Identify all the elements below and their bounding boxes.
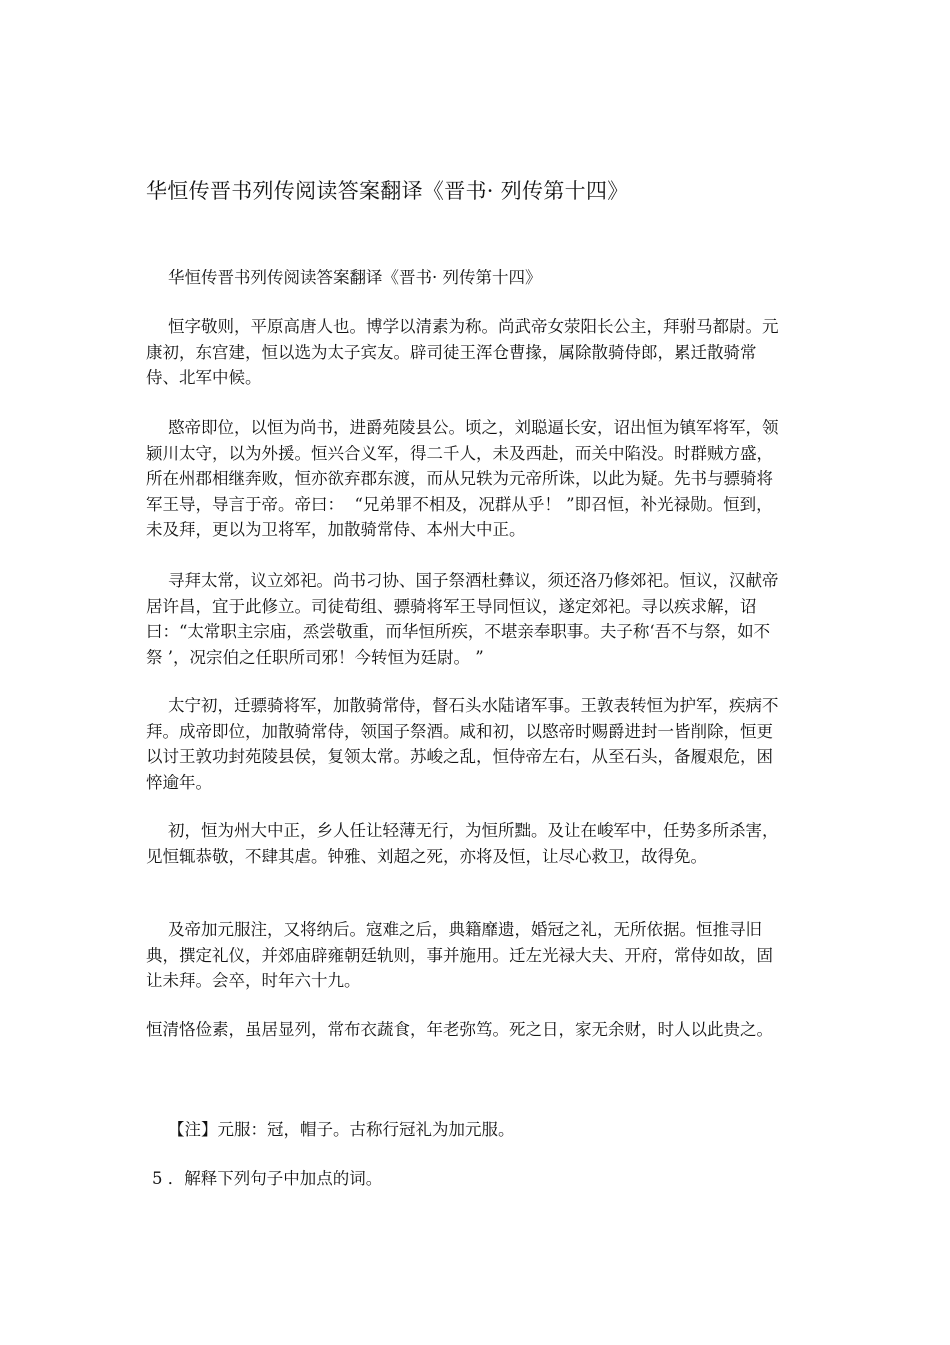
paragraph-2: 愍帝即位，以恒为尚书，进爵苑陵县公。顷之，刘聪逼长安，诏出恒为镇军将军，领颍川太守，以为外援。恒兴合义军，得二千人，未及西赴，而关中陷没。时群贼方盛，所在州郡相继奔败，恒亦欲弃郡东渡，而从兄轶为元帝所诛，以此为疑。先书与骠骑将军王导，导言于帝。帝曰： “兄弟罪不相及，况群从乎！ ”即召恒，补光禄勋。恒到，未及拜，更以为卫将军，加散骑常侍、本州大中正。 — [146, 418, 779, 539]
document-title: 华恒传晋书列传阅读答案翻译《晋书· 列传第十四》 — [146, 179, 629, 203]
paragraph-1: 恒字敬则，平原高唐人也。博学以清素为称。尚武帝女荥阳长公主，拜驸马都尉。元康初，东宫建，恒以选为太子宾友。辟司徒王浑仓曹掾，属除散骑侍郎，累迁散骑常侍、北军中候。 — [146, 317, 779, 387]
question-5: 5 ．解释下列句子中加点的词。 — [152, 1169, 383, 1188]
paragraph-6: 及帝加元服注，又将纳后。寇难之后，典籍靡遗，婚冠之礼，无所依据。恒推寻旧典，撰定礼仪，并郊庙辟雍朝廷轨则，事并施用。迁左光禄大夫、开府，常侍如故，固让未拜。会卒，时年六十九。 — [146, 920, 773, 990]
annotation-note: 【注】元服：冠，帽子。古称行冠礼为加元服。 — [168, 1120, 515, 1139]
paragraph-5: 初，恒为州大中正，乡人任让轻薄无行，为恒所黜。及让在峻军中，任势多所杀害，见恒辄恭敬，不肆其虐。钟雅、刘超之死，亦将及恒，让尽心救卫，故得免。 — [146, 821, 779, 866]
paragraph-4: 太宁初，迁骠骑将军，加散骑常侍，督石头水陆诸军事。王敦表转恒为护军，疾病不拜。成帝即位，加散骑常侍，领国子祭酒。咸和初，以愍帝时赐爵进封一皆削除，恒更以讨王敦功封苑陵县侯，复领太常。苏峻之乱，恒侍帝左右，从至石头，备履艰危，困悴逾年。 — [146, 696, 779, 792]
document-subtitle: 华恒传晋书列传阅读答案翻译《晋书· 列传第十四》 — [168, 268, 542, 287]
paragraph-7: 恒清恪俭素，虽居显列，常布衣蔬食，年老弥笃。死之日，家无余财，时人以此贵之。 — [146, 1020, 773, 1039]
paragraph-3: 寻拜太常，议立郊祀。尚书刁协、国子祭酒杜彝议，须还洛乃修郊祀。恒议，汉献帝居许昌，宜于此修立。司徒荀组、骠骑将军王导同恒议，遂定郊祀。寻以疾求解，诏曰：“太常职主宗庙，烝尝敬重，而华恒所疾，不堪亲奉职事。夫子称‘吾不与祭，如不祭 ’，况宗伯之任职所司邪！今转恒为廷尉。 ” — [146, 571, 779, 667]
